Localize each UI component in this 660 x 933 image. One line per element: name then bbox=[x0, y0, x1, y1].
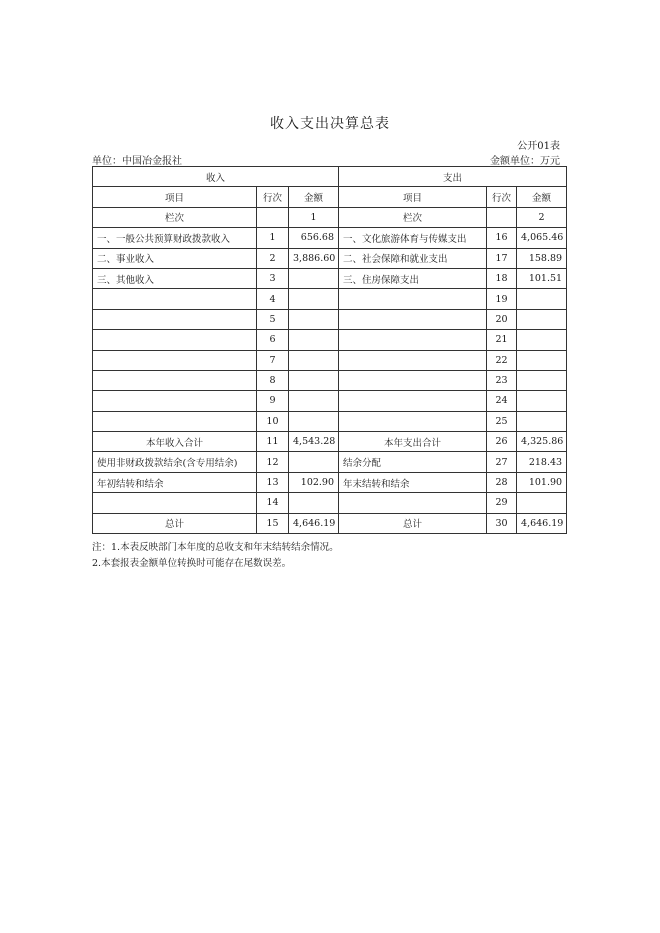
table-row bbox=[93, 452, 567, 472]
expense-row-no-cell: 21 bbox=[487, 330, 517, 350]
expense-amount-cell: 101.51 bbox=[517, 268, 567, 288]
expense-item-cell bbox=[339, 330, 487, 350]
income-amount-cell bbox=[289, 411, 339, 431]
income-item-cell: 一、一般公共预算财政拨款收入 bbox=[93, 228, 257, 248]
income-item-cell: 总计 bbox=[93, 513, 257, 533]
income-section-header: 收入 bbox=[93, 167, 339, 187]
column-header-row bbox=[93, 187, 567, 207]
table-row bbox=[93, 268, 567, 288]
expense-row-no-cell: 23 bbox=[487, 370, 517, 390]
income-row-no-cell: 9 bbox=[257, 391, 289, 411]
expense-amount-cell: 4,325.86 bbox=[517, 432, 567, 452]
expense-item-cell bbox=[339, 289, 487, 309]
expense-row-no-cell: 24 bbox=[487, 391, 517, 411]
expense-row-no-cell: 27 bbox=[487, 452, 517, 472]
expense-amount-cell: 4,065.46 bbox=[517, 228, 567, 248]
income-colnum: 1 bbox=[289, 207, 339, 227]
expense-item-cell bbox=[339, 411, 487, 431]
income-item-cell bbox=[93, 330, 257, 350]
expense-item-cell bbox=[339, 370, 487, 390]
income-amount-cell bbox=[289, 309, 339, 329]
table-row bbox=[93, 472, 567, 492]
expense-row-no-cell: 20 bbox=[487, 309, 517, 329]
income-row-no-cell: 15 bbox=[257, 513, 289, 533]
expense-amount-cell bbox=[517, 411, 567, 431]
income-amount-cell bbox=[289, 452, 339, 472]
income-row-no-cell: 14 bbox=[257, 493, 289, 513]
expense-amount-cell bbox=[517, 330, 567, 350]
note-1: 注：1.本表反映部门本年度的总收支和年末结转结余情况。 bbox=[92, 542, 339, 553]
expense-amount-cell bbox=[517, 391, 567, 411]
expense-item-cell: 三、住房保障支出 bbox=[339, 268, 487, 288]
expense-row-no-header: 行次 bbox=[487, 187, 517, 207]
table-row bbox=[93, 370, 567, 390]
note-2: 2.本套报表金额单位转换时可能存在尾数误差。 bbox=[92, 558, 292, 569]
expense-item-cell bbox=[339, 391, 487, 411]
expense-amount-cell: 101.90 bbox=[517, 472, 567, 492]
form-code: 公开01表 bbox=[517, 141, 560, 152]
income-amount-cell bbox=[289, 350, 339, 370]
income-amount-header: 金额 bbox=[289, 187, 339, 207]
income-item-cell: 本年收入合计 bbox=[93, 432, 257, 452]
expense-colnum: 2 bbox=[517, 207, 567, 227]
income-amount-cell bbox=[289, 330, 339, 350]
income-amount-cell bbox=[289, 268, 339, 288]
expense-item-cell: 一、文化旅游体育与传媒支出 bbox=[339, 228, 487, 248]
expense-section-header: 支出 bbox=[339, 167, 567, 187]
expense-item-cell bbox=[339, 350, 487, 370]
page-title: 收入支出决算总表 bbox=[270, 116, 390, 132]
expense-amount-cell bbox=[517, 493, 567, 513]
income-item-header: 项目 bbox=[93, 187, 257, 207]
table-row bbox=[93, 493, 567, 513]
table-row bbox=[93, 432, 567, 452]
expense-row-no-cell: 18 bbox=[487, 268, 517, 288]
income-row-no-cell: 12 bbox=[257, 452, 289, 472]
income-row-no-cell: 10 bbox=[257, 411, 289, 431]
expense-item-cell: 本年支出合计 bbox=[339, 432, 487, 452]
column-number-row bbox=[93, 207, 567, 227]
expense-row-no-cell: 26 bbox=[487, 432, 517, 452]
section-header-row bbox=[93, 167, 567, 187]
income-amount-cell: 102.90 bbox=[289, 472, 339, 492]
income-item-cell bbox=[93, 350, 257, 370]
expense-row-no-cell: 19 bbox=[487, 289, 517, 309]
expense-row-no-cell: 17 bbox=[487, 248, 517, 268]
income-amount-cell: 656.68 bbox=[289, 228, 339, 248]
income-expense-table bbox=[92, 166, 567, 534]
income-row-no-header: 行次 bbox=[257, 187, 289, 207]
expense-row-no-cell: 22 bbox=[487, 350, 517, 370]
income-amount-cell: 4,646.19 bbox=[289, 513, 339, 533]
income-row-no-cell: 13 bbox=[257, 472, 289, 492]
table-row bbox=[93, 411, 567, 431]
table-row bbox=[93, 248, 567, 268]
income-amount-cell: 3,886.60 bbox=[289, 248, 339, 268]
table-row bbox=[93, 289, 567, 309]
income-row-no-cell: 6 bbox=[257, 330, 289, 350]
income-item-cell: 二、事业收入 bbox=[93, 248, 257, 268]
expense-colnum-label: 栏次 bbox=[339, 207, 487, 227]
income-amount-cell bbox=[289, 289, 339, 309]
income-row-no-cell: 8 bbox=[257, 370, 289, 390]
unit-label: 单位：中国冶金报社 bbox=[92, 156, 182, 167]
income-row-no-cell: 4 bbox=[257, 289, 289, 309]
expense-item-header: 项目 bbox=[339, 187, 487, 207]
income-item-cell bbox=[93, 289, 257, 309]
income-item-cell bbox=[93, 391, 257, 411]
income-amount-cell bbox=[289, 370, 339, 390]
income-item-cell bbox=[93, 370, 257, 390]
income-amount-cell bbox=[289, 493, 339, 513]
income-item-cell: 三、其他收入 bbox=[93, 268, 257, 288]
empty-cell bbox=[257, 207, 289, 227]
table-row bbox=[93, 228, 567, 248]
expense-row-no-cell: 16 bbox=[487, 228, 517, 248]
income-row-no-cell: 1 bbox=[257, 228, 289, 248]
income-row-no-cell: 11 bbox=[257, 432, 289, 452]
income-item-cell bbox=[93, 309, 257, 329]
income-item-cell: 使用非财政拨款结余(含专用结余) bbox=[93, 452, 257, 472]
expense-amount-header: 金额 bbox=[517, 187, 567, 207]
table-row bbox=[93, 330, 567, 350]
table-row bbox=[93, 391, 567, 411]
income-row-no-cell: 2 bbox=[257, 248, 289, 268]
expense-item-cell: 总计 bbox=[339, 513, 487, 533]
income-item-cell: 年初结转和结余 bbox=[93, 472, 257, 492]
expense-row-no-cell: 25 bbox=[487, 411, 517, 431]
expense-row-no-cell: 30 bbox=[487, 513, 517, 533]
income-row-no-cell: 3 bbox=[257, 268, 289, 288]
notes bbox=[92, 540, 339, 572]
expense-amount-cell bbox=[517, 370, 567, 390]
expense-amount-cell: 4,646.19 bbox=[517, 513, 567, 533]
expense-amount-cell: 158.89 bbox=[517, 248, 567, 268]
income-item-cell bbox=[93, 493, 257, 513]
empty-cell bbox=[487, 207, 517, 227]
income-amount-cell bbox=[289, 391, 339, 411]
income-colnum-label: 栏次 bbox=[93, 207, 257, 227]
expense-item-cell bbox=[339, 493, 487, 513]
expense-amount-cell bbox=[517, 350, 567, 370]
table-row bbox=[93, 350, 567, 370]
expense-item-cell bbox=[339, 309, 487, 329]
expense-item-cell: 结余分配 bbox=[339, 452, 487, 472]
table-row bbox=[93, 513, 567, 533]
expense-amount-cell bbox=[517, 309, 567, 329]
income-item-cell bbox=[93, 411, 257, 431]
expense-amount-cell: 218.43 bbox=[517, 452, 567, 472]
expense-item-cell: 年末结转和结余 bbox=[339, 472, 487, 492]
expense-item-cell: 二、社会保障和就业支出 bbox=[339, 248, 487, 268]
table-row bbox=[93, 309, 567, 329]
income-row-no-cell: 5 bbox=[257, 309, 289, 329]
expense-row-no-cell: 29 bbox=[487, 493, 517, 513]
income-amount-cell: 4,543.28 bbox=[289, 432, 339, 452]
expense-amount-cell bbox=[517, 289, 567, 309]
income-row-no-cell: 7 bbox=[257, 350, 289, 370]
expense-row-no-cell: 28 bbox=[487, 472, 517, 492]
amount-unit-label: 金额单位：万元 bbox=[490, 156, 560, 167]
